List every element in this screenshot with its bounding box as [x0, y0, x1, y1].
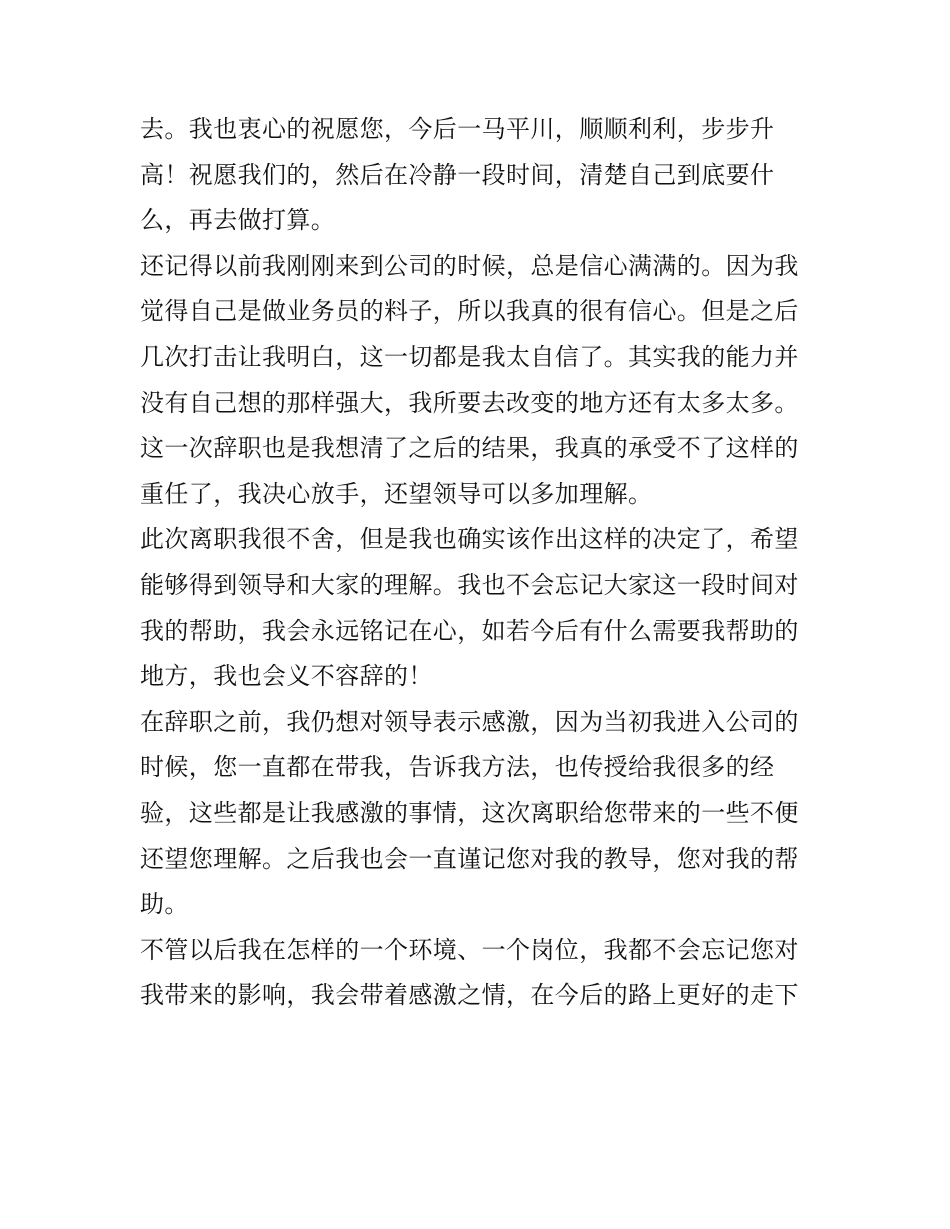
text-line: 地方，我也会义不容辞的！: [140, 662, 433, 691]
document-body: [140, 107, 812, 1019]
text-line: 在辞职之前，我仍想对领导表示感激，因为当初我进入公司的: [140, 707, 799, 736]
text-line: 我的帮助，我会永远铭记在心，如若今后有什么需要我帮助的: [140, 616, 799, 645]
text-line: 还望您理解。之后我也会一直谨记您对我的教导，您对我的帮: [140, 844, 799, 873]
text-line: 觉得自己是做业务员的料子，所以我真的很有信心。但是之后: [140, 297, 799, 326]
text-line: 这一次辞职也是我想清了之后的结果，我真的承受不了这样的: [140, 434, 799, 463]
text-line: 还记得以前我刚刚来到公司的时候，总是信心满满的。因为我: [140, 251, 799, 280]
text-line: 我带来的影响，我会带着感激之情，在今后的路上更好的走下: [140, 981, 799, 1010]
text-line: 能够得到领导和大家的理解。我也不会忘记大家这一段时间对: [140, 570, 799, 599]
text-line: 几次打击让我明白，这一切都是我太自信了。其实我的能力并: [140, 342, 799, 371]
text-line: 么，再去做打算。: [140, 206, 336, 235]
text-line: 时候，您一直都在带我，告诉我方法，也传授给我很多的经: [140, 753, 775, 782]
text-line: 没有自己想的那样强大，我所要去改变的地方还有太多太多。: [140, 388, 799, 417]
text-line: 验，这些都是让我感激的事情，这次离职给您带来的一些不便: [140, 798, 799, 827]
text-line: 不管以后我在怎样的一个环境、一个岗位，我都不会忘记您对: [140, 935, 799, 964]
text-line: 重任了，我决心放手，还望领导可以多加理解。: [140, 479, 653, 508]
text-line: 去。我也衷心的祝愿您，今后一马平川，顺顺利利，步步升: [140, 115, 775, 143]
text-line: 此次离职我很不舍，但是我也确实该作出这样的决定了，希望: [140, 525, 799, 554]
text-line: 助。: [140, 890, 189, 919]
text-line: 高！祝愿我们的，然后在冷静一段时间，清楚自己到底要什: [140, 160, 775, 189]
